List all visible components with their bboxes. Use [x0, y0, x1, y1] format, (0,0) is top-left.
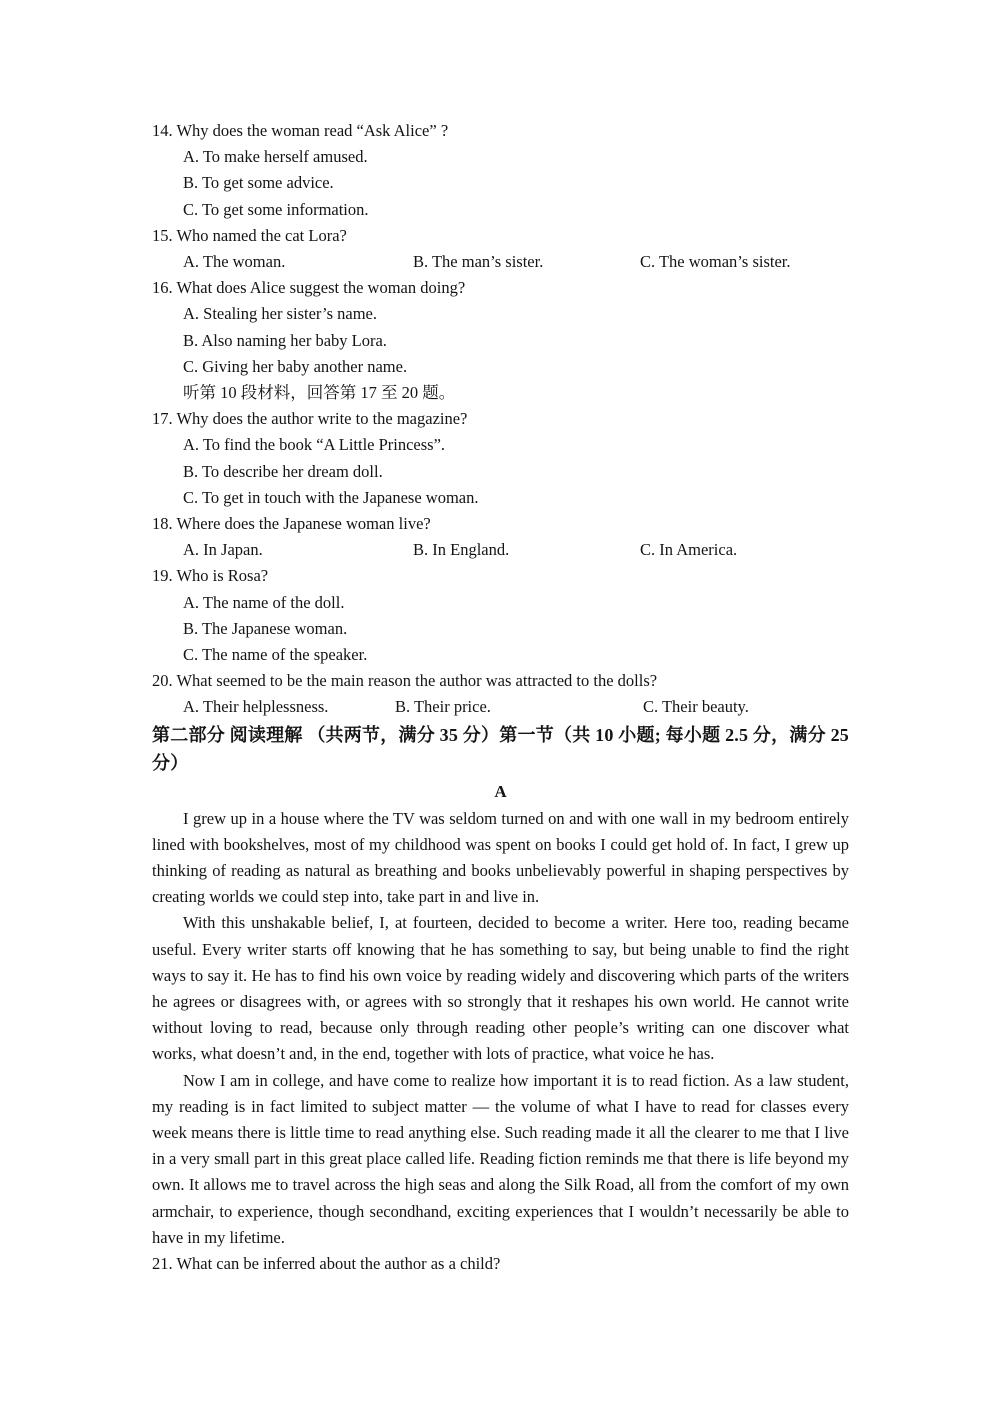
question-20-option-b: B. Their price.: [395, 697, 491, 717]
question-18-options-row: [152, 537, 849, 563]
question-14-option-a: A. To make herself amused.: [183, 147, 368, 167]
listening-material-note: 听第 10 段材料，回答第 17 至 20 题。: [183, 383, 456, 403]
question-21-text: 21. What can be inferred about the author as a child?: [152, 1254, 501, 1274]
question-17-option-c: C. To get in touch with the Japanese woman.: [183, 487, 479, 507]
question-17-option-b: B. To describe her dream doll.: [183, 461, 383, 481]
question-17-option-a: A. To find the book “A Little Princess”.: [183, 435, 446, 455]
question-15-text: 15. Who named the cat Lora?: [152, 225, 347, 245]
question-16-option-c: C. Giving her baby another name.: [183, 356, 408, 376]
question-18-option-b: B. In England.: [413, 540, 510, 560]
question-19-option-c: C. The name of the speaker.: [183, 645, 368, 665]
question-15-option-c: C. The woman’s sister.: [640, 252, 791, 272]
passage-paragraph-3: Now I am in college, and have come to realize how important it is to read fiction. As a law student, my reading is in fact limited to subject matter — the volume of what I have to read for classes every week means there is little time to read anything else. Such reading made it all the clearer to me that I live in a very small part in this great place called life. Reading fiction reminds me that there is life beyond my own. It allows me to travel across the high seas and along the Silk Road, all from the comfort of my own armchair, to experience, though secondhand, exciting experiences that I wouldn’t necessarily be able to have in my lifetime.: [152, 1070, 849, 1247]
question-20-option-c: C. Their beauty.: [643, 697, 749, 717]
question-19-text: 19. Who is Rosa?: [152, 566, 269, 586]
question-20-text: 20. What seemed to be the main reason the author was attracted to the dolls?: [152, 671, 658, 691]
question-16-option-a: A. Stealing her sister’s name.: [183, 304, 377, 324]
question-15-option-a: A. The woman.: [183, 252, 286, 272]
question-18-text: 18. Where does the Japanese woman live?: [152, 514, 431, 534]
passage-paragraph-2: With this unshakable belief, I, at fourteen, decided to become a writer. Here too, reading became useful. Every writer starts off knowing that he has something to say, but being unable to find the right ways to say it. He has to find his own voice by reading widely and discovering which parts of the writers he agrees or disagrees with, or agrees with so strongly that it reshapes his own world. He cannot write without loving to read, because only through reading other people’s writing can one discover what works, what doesn’t and, in the end, together with lots of practice, what voice he has.: [152, 913, 849, 1064]
question-14-text: 14. Why does the woman read “Ask Alice” ?: [152, 121, 449, 140]
question-17-text: 17. Why does the author write to the magazine?: [152, 409, 468, 429]
question-18-option-c: C. In America.: [640, 540, 738, 560]
question-19-option-a: A. The name of the doll.: [183, 592, 345, 612]
exam-content: [152, 118, 849, 1277]
question-15-options-row: [152, 249, 849, 275]
question-14-option-b: B. To get some advice.: [183, 173, 334, 193]
question-16-text: 16. What does Alice suggest the woman doing?: [152, 278, 466, 298]
passage-paragraph-1: I grew up in a house where the TV was seldom turned on and with one wall in my bedroom entirely lined with bookshelves, most of my childhood was spent on books I could get hold of. In fact, I grew up thinking of reading as natural as breathing and books unbelievably powerful in shaping perspectives by creating worlds we could step into, take part in and live in.: [152, 808, 849, 907]
question-14-option-c: C. To get some information.: [183, 199, 369, 219]
question-15-option-b: B. The man’s sister.: [413, 252, 544, 272]
question-18-option-a: A. In Japan.: [183, 540, 263, 560]
question-20-option-a: A. Their helplessness.: [183, 697, 329, 717]
part2-section-header: 第二部分 阅读理解 （共两节，满分 35 分）第一节（共 10 小题; 每小题 2.5 分，满分 25 分）: [152, 724, 849, 774]
question-16-option-b: B. Also naming her baby Lora.: [183, 330, 387, 350]
question-19-option-b: B. The Japanese woman.: [183, 618, 348, 638]
question-20-options-row: [152, 694, 849, 720]
passage-a-label: A: [494, 782, 507, 802]
